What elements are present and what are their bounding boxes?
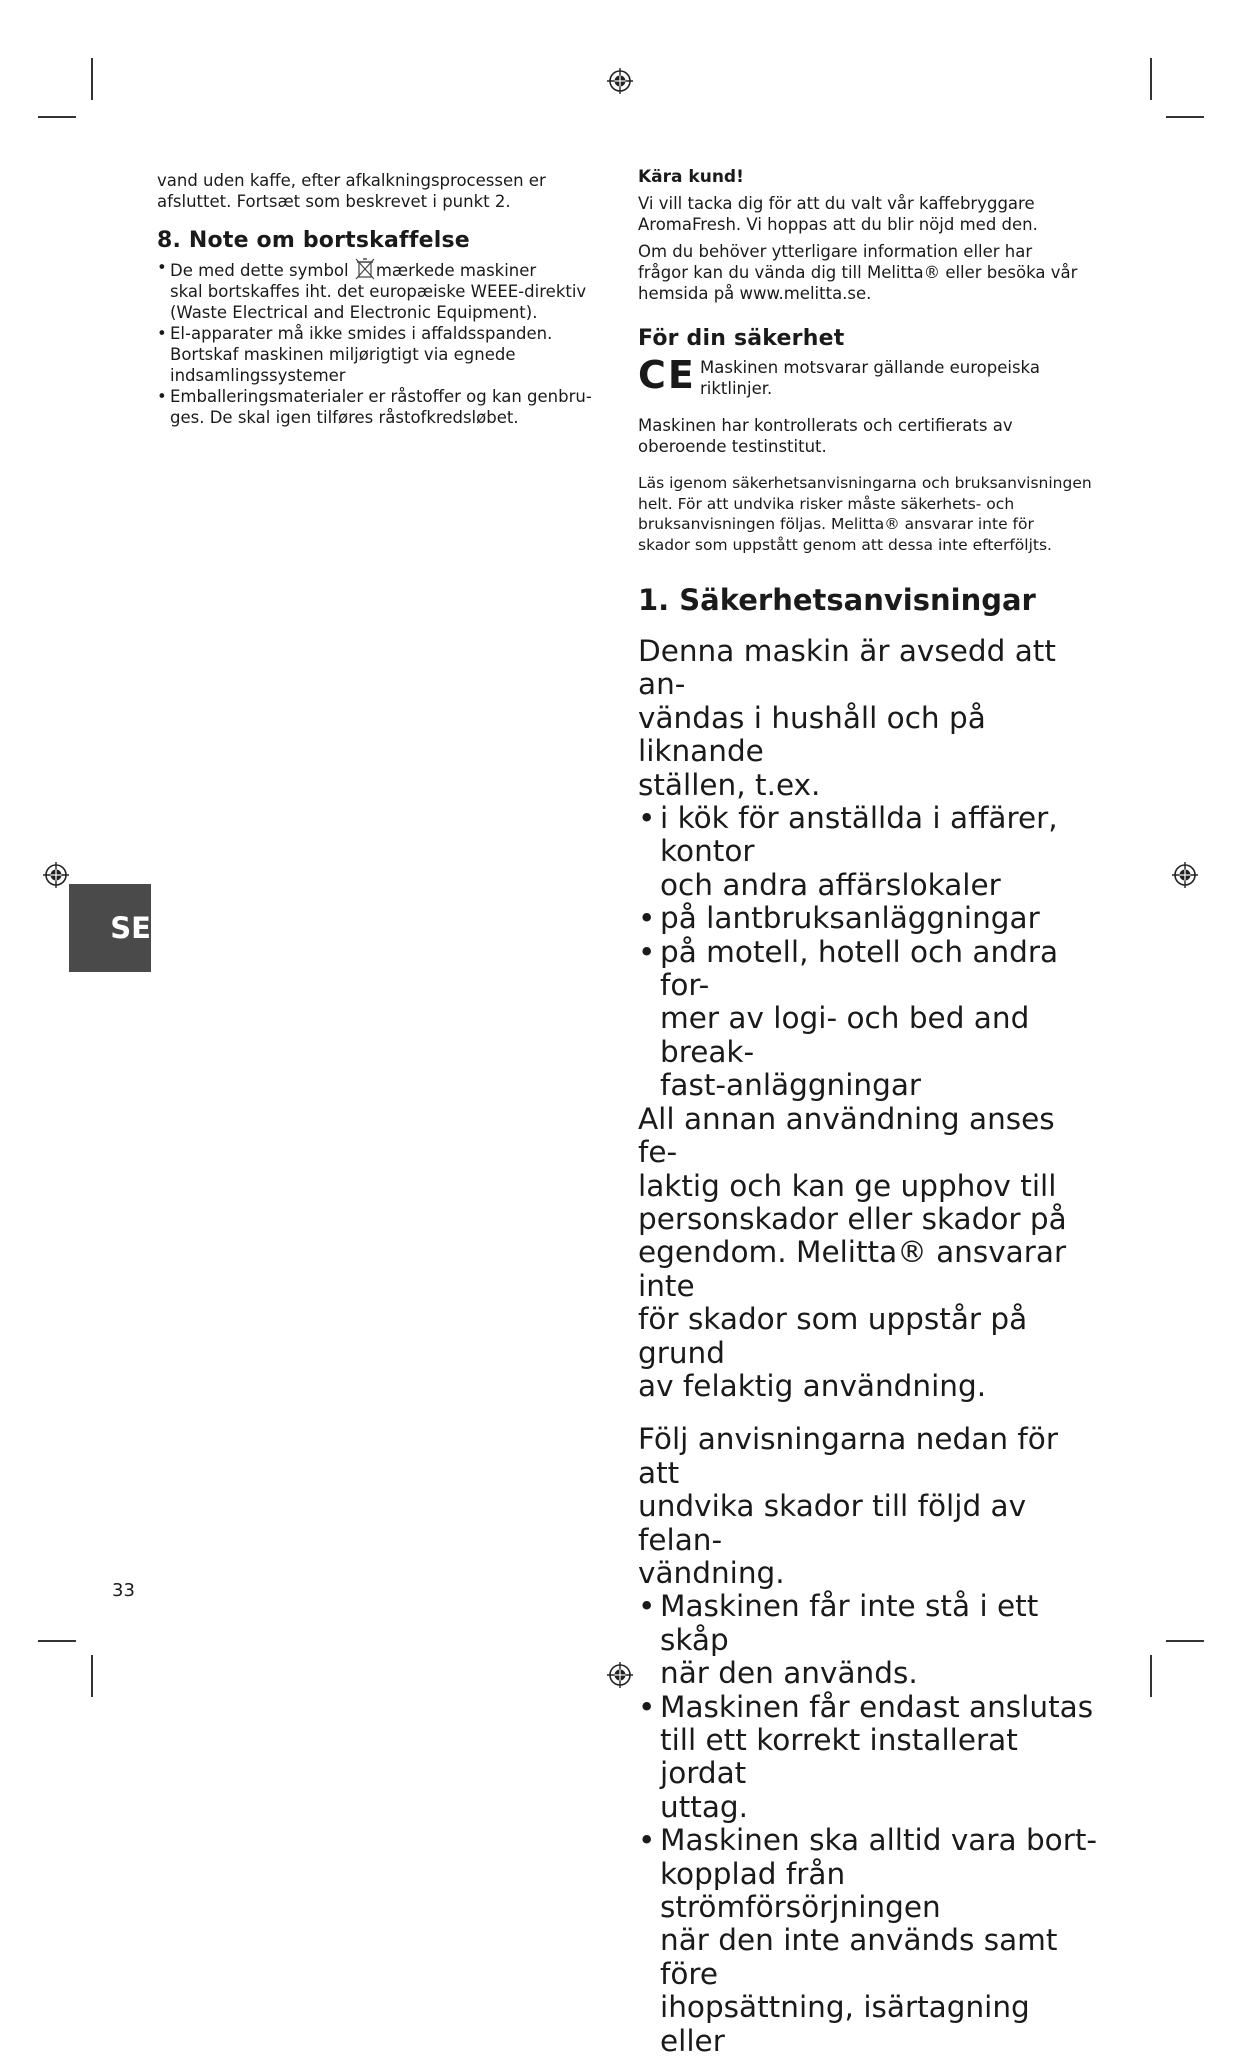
list-item: • i kök för anställda i affärer, kontor och andra affärslokaler: [638, 801, 1058, 902]
text-line: Denna maskin är avsedd att an-: [638, 634, 1056, 702]
safety-heading: För din säkerhet: [638, 326, 845, 351]
contact-paragraph: [638, 241, 1098, 304]
crop-mark: [91, 1655, 93, 1697]
crop-mark: [1166, 1640, 1204, 1642]
text-line: Maskinen har kontrollerats och certifierats av: [638, 416, 1013, 435]
text-line: kopplad från strömförsörjningen: [660, 1856, 941, 1925]
text-line: laktig och kan ge upphov till: [638, 1168, 1057, 1203]
text-line: indsamlingssystemer: [170, 366, 346, 385]
text-line: undvika skador till följd av felan-: [638, 1489, 1027, 1557]
text-line: mer av logi- och bed and break-: [660, 1001, 1030, 1069]
crossed-bin-icon: [354, 257, 376, 281]
ce-block: [638, 355, 1098, 399]
text-line: till ett korrekt installerat jordat: [660, 1723, 1018, 1791]
text-line: och andra affärslokaler: [660, 867, 1001, 902]
text-line: Bortskaf maskinen miljørigtigt via egnede: [170, 345, 516, 364]
text-line: Emballeringsmaterialer er råstoffer og kan genbru-: [170, 387, 592, 406]
page-number: 33: [112, 1580, 135, 1601]
text-line: frågor kan du vända dig till Melitta® eller besöka vår: [638, 263, 1078, 282]
text-line: fast-anläggningar: [660, 1068, 922, 1103]
section-heading: 8. Note om bortskaffelse: [157, 228, 470, 253]
text-line: riktlinjer.: [700, 379, 773, 398]
text-line: vändning.: [638, 1555, 785, 1590]
text-line: Vi vill tacka dig för att du valt vår kaffebryggare: [638, 194, 1035, 213]
list-item: • De med dette symbol mærkede maskiner skal bortskaffes iht. det europæiske WEEE-direktiv (Waste Electrical and Electronic Equipment).: [157, 258, 587, 322]
text-line: skador som uppstått genom att dessa inte efterföljts.: [638, 535, 1052, 554]
text-line: mærkede maskiner: [375, 261, 537, 280]
list-item: • Emballeringsmaterialer er råstoffer og kan genbru- ges. De skal igen tilføres råstofkredsløbet.: [157, 387, 592, 427]
text-line: ges. De skal igen tilføres råstofkredsløbet.: [170, 408, 519, 427]
text-line: när den inte används samt före: [660, 1923, 1058, 1991]
left-column: [157, 170, 597, 428]
text-line: (Waste Electrical and Electronic Equipment).: [170, 303, 538, 322]
right-column: [638, 167, 1098, 2058]
text-line: bruksanvisningen följas. Melitta® ansvarar inte för: [638, 515, 1034, 533]
intended-use-text: [638, 635, 1098, 2058]
text-line: helt. För att undvika risker måste säkerhets- och: [638, 494, 1015, 513]
crop-mark: [1150, 1655, 1152, 1697]
text-line: AromaFresh. Vi hoppas att du blir nöjd med den.: [638, 215, 1038, 234]
text-line: All annan användning anses fe-: [638, 1101, 1055, 1170]
disposal-list: [157, 257, 597, 428]
text-line: ihopsättning, isärtagning eller: [660, 1990, 1030, 2058]
text-line: Maskinen får inte stå i ett skåp: [660, 1589, 1039, 1657]
text-line: Läs igenom säkerhetsanvisningarna och bruksanvisningen: [638, 474, 1092, 492]
text-line: Om du behöver ytterligare information eller har: [638, 242, 1033, 261]
text-line: på lantbruksanläggningar: [660, 901, 1040, 936]
section-heading: 1. Säkerhetsanvisningar: [638, 583, 1036, 617]
crop-mark: [38, 116, 76, 118]
list-item: • Maskinen ska alltid vara bort- kopplad från strömförsörjningen när den inte används samt före ihopsättning, isärtagning eller: [638, 1823, 1098, 2058]
intro-paragraph: [157, 170, 597, 212]
text-line: afsluttet. Fortsæt som beskrevet i punkt 2.: [157, 192, 511, 211]
certification-paragraph: [638, 415, 1098, 457]
language-tab-label: SE: [110, 911, 151, 945]
text-line: för skador som uppstår på grund: [638, 1302, 1028, 1370]
registration-mark-icon: [605, 66, 635, 96]
crop-mark: [38, 1640, 76, 1642]
text-line: i kök för anställda i affärer, kontor: [660, 801, 1058, 869]
registration-mark-icon: [41, 860, 71, 890]
text-line: skal bortskaffes iht. det europæiske WEEE-direktiv: [170, 282, 587, 301]
text-line: egendom. Melitta® ansvarar inte: [638, 1235, 1067, 1303]
list-item: • på lantbruksanläggningar: [638, 901, 1040, 936]
text-line: vand uden kaffe, efter afkalkningsprocessen er: [157, 171, 546, 190]
text-line: Maskinen får endast anslutas: [660, 1689, 1094, 1724]
list-item: • Maskinen får endast anslutas till ett korrekt installerat jordat uttag.: [638, 1689, 1094, 1824]
list-item: • på motell, hotell och andra for- mer av logi- och bed and break- fast-anläggningar: [638, 934, 1059, 1103]
crop-mark: [1166, 116, 1204, 118]
text-line: när den används.: [660, 1656, 918, 1691]
text-line: Maskinen motsvarar gällande europeiska: [700, 358, 1040, 377]
registration-mark-icon: [1170, 860, 1200, 890]
text-line: personskador eller skador på: [638, 1201, 1067, 1236]
text-line: oberoende testinstitut.: [638, 437, 827, 456]
text-line: ställen, t.ex.: [638, 767, 821, 802]
list-item: • El-apparater må ikke smides i affaldsspanden. Bortskaf maskinen miljørigtigt via egnede indsamlingssystemer: [157, 324, 553, 385]
language-tab: [69, 884, 151, 972]
crop-mark: [91, 58, 93, 100]
ce-text: [700, 355, 1040, 399]
thanks-paragraph: [638, 193, 1098, 235]
text-line: Maskinen ska alltid vara bort-: [660, 1823, 1098, 1858]
text-line: uttag.: [660, 1789, 749, 1824]
text-line: på motell, hotell och andra for-: [660, 934, 1059, 1003]
text-line: vändas i hushåll och på liknande: [638, 700, 986, 769]
registration-mark-icon: [605, 1660, 635, 1690]
list-item: • Maskinen får inte stå i ett skåp när den används.: [638, 1589, 1039, 1691]
text-line: hemsida på www.melitta.se.: [638, 284, 872, 303]
read-instructions-paragraph: [638, 473, 1098, 555]
ce-mark-logo: CE: [638, 353, 696, 397]
greeting: Kära kund!: [638, 167, 744, 187]
crop-mark: [1150, 58, 1152, 100]
text-line: av felaktig användning.: [638, 1368, 987, 1403]
text-line: El-apparater må ikke smides i affaldsspanden.: [170, 324, 553, 343]
text-line: Följ anvisningarna nedan för att: [638, 1422, 1058, 1490]
text-line: De med dette symbol: [170, 261, 354, 280]
